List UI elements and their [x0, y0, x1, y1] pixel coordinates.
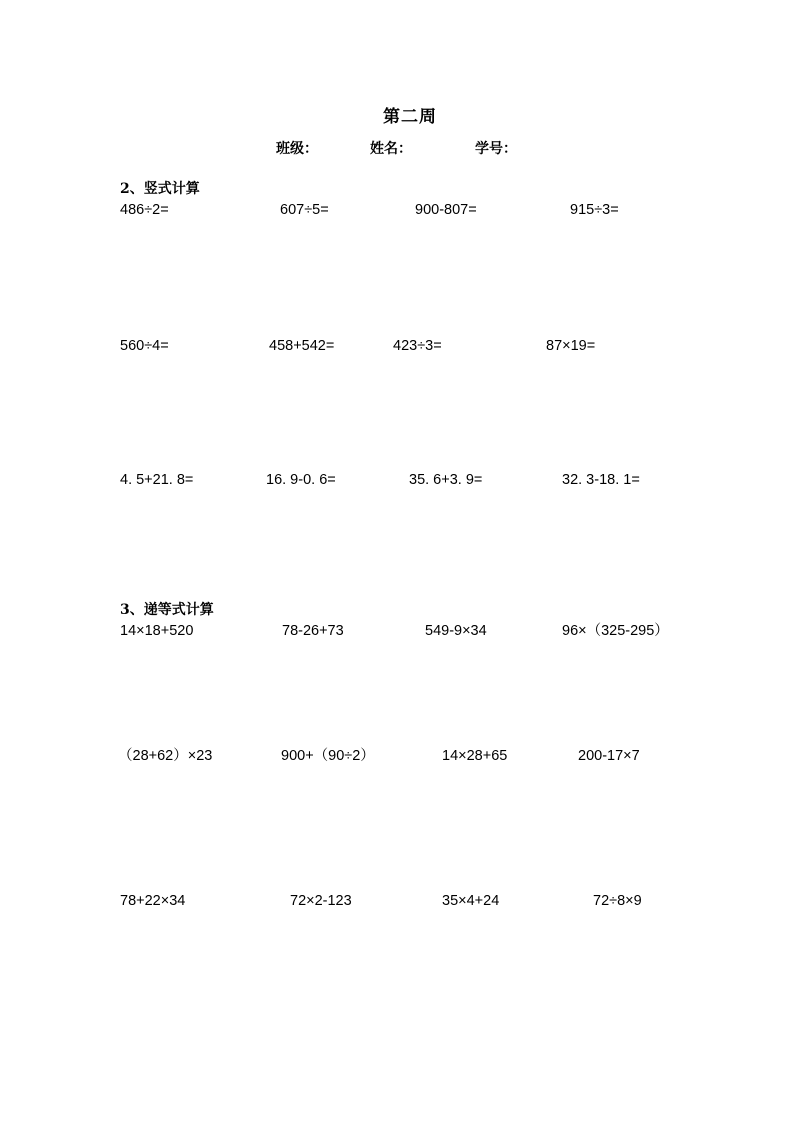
problem-item: 607÷5=: [280, 202, 329, 218]
problem-item: 72÷8×9: [593, 893, 642, 909]
problem-item: 14×18+520: [120, 623, 194, 639]
problem-item: 423÷3=: [393, 338, 442, 354]
problem-item: 900-807=: [415, 202, 477, 218]
problem-item: 549-9×34: [425, 623, 487, 639]
problem-item: 78+22×34: [120, 893, 186, 909]
page-title: 第二周: [383, 107, 437, 127]
section-heading-step-calculation: 3、递等式计算: [120, 602, 214, 618]
problem-item: 200-17×7: [578, 748, 640, 764]
problem-item: 32. 3-18. 1=: [562, 472, 640, 488]
problem-item: 72×2-123: [290, 893, 352, 909]
problem-item: 35×4+24: [442, 893, 500, 909]
problem-item: （28+62）×23: [118, 748, 213, 764]
name-label: 姓名：: [370, 141, 412, 157]
problem-item: 900+（90÷2）: [281, 748, 375, 764]
problem-item: 915÷3=: [570, 202, 619, 218]
problem-item: 4. 5+21. 8=: [120, 472, 194, 488]
section-heading-vertical-calculation: 2、竖式计算: [120, 181, 200, 197]
problem-item: 458+542=: [269, 338, 335, 354]
problem-item: 96×（325-295）: [562, 623, 669, 639]
class-label: 班级：: [276, 141, 318, 157]
problem-item: 35. 6+3. 9=: [409, 472, 483, 488]
problem-item: 560÷4=: [120, 338, 169, 354]
student-id-label: 学号：: [475, 141, 517, 157]
problem-item: 78-26+73: [282, 623, 344, 639]
problem-item: 486÷2=: [120, 202, 169, 218]
problem-item: 16. 9-0. 6=: [266, 472, 336, 488]
problem-item: 87×19=: [546, 338, 596, 354]
problem-item: 14×28+65: [442, 748, 508, 764]
